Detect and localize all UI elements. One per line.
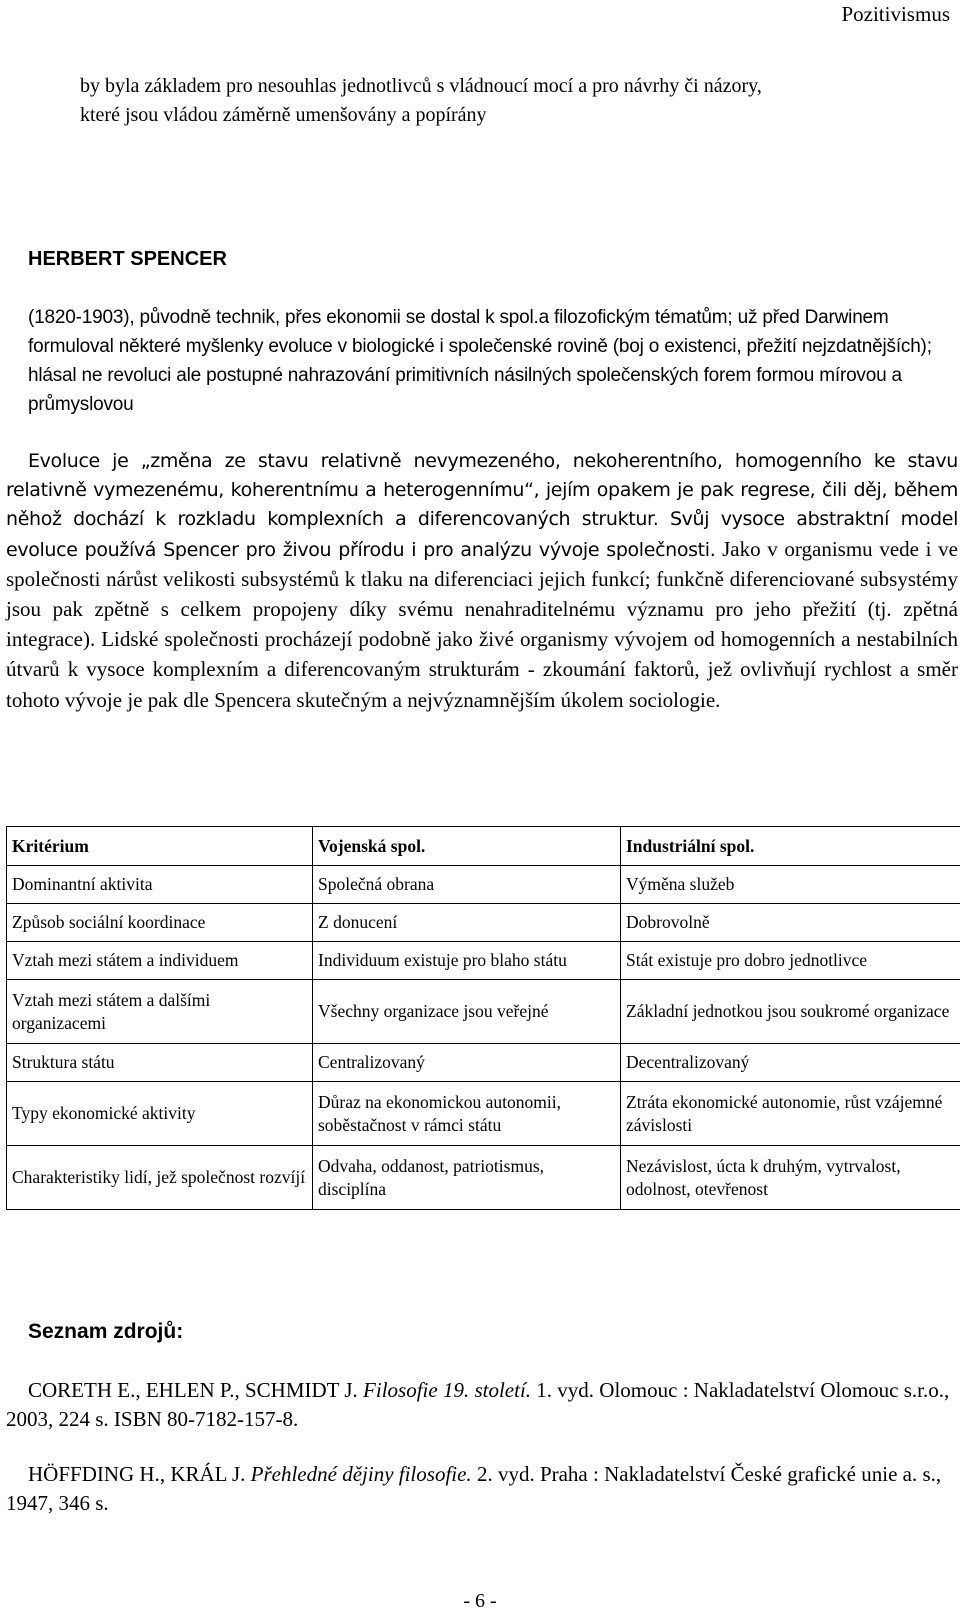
- table-row: [7, 980, 960, 1044]
- table-cell: Stát existuje pro dobro jednotlivce: [621, 942, 960, 980]
- table-cell: Dominantní aktivita: [7, 866, 313, 904]
- society-comparison-table: [6, 826, 960, 1210]
- evolution-paragraph: [6, 447, 958, 716]
- table-row: [7, 904, 960, 942]
- intro-paragraph: [80, 72, 940, 130]
- spencer-heading: HERBERT SPENCER: [28, 248, 227, 270]
- table-cell: Charakteristiky lidí, jež společnost rozvíjí: [7, 1146, 313, 1210]
- table-cell: Způsob sociální koordinace: [7, 904, 313, 942]
- table-cell: Z donucení: [313, 904, 621, 942]
- reference-title: Přehledné dějiny filosofie.: [250, 1462, 472, 1486]
- table-cell: Důraz na ekonomickou autonomii, soběstačnost v rámci státu: [313, 1082, 621, 1146]
- table-row: [7, 1082, 960, 1146]
- table-row: [7, 1146, 960, 1210]
- table-header-cell: Kritérium: [7, 827, 313, 866]
- table-cell: Individuum existuje pro blaho státu: [313, 942, 621, 980]
- header-title: Pozitivismus: [841, 2, 950, 26]
- table-header-cell: Industriální spol.: [621, 827, 960, 866]
- reference-authors: CORETH E., EHLEN P., SCHMIDT J.: [28, 1378, 364, 1402]
- table-cell: Základní jednotkou jsou soukromé organizace: [621, 980, 960, 1044]
- table-cell: Typy ekonomické aktivity: [7, 1082, 313, 1146]
- table-cell: Odvaha, oddanost, patriotismus, disciplína: [313, 1146, 621, 1210]
- reference-item: [6, 1376, 958, 1434]
- reference-details: 2. vyd. Praha : Nakladatelství České grafické unie a. s., 1947, 346 s.: [6, 1462, 942, 1515]
- page-number: - 6 -: [463, 1590, 497, 1612]
- reference-title: Filosofie 19. století.: [363, 1378, 532, 1402]
- evolution-text-serif: Jako v organismu vede i ve společnosti nárůst velikosti subsystémů k tlaku na diferenciaci jejich funkcí; funkčně diferenciované subsystémy jsou pak zpětně s celkem propojeny díky svému nenahraditelnému významu pro jeho přežití (tj. zpětná integrace). Lidské společnosti procházejí podobně jako živé organismy vývojem od homogenních a nestabilních útvarů k vysoce komplexním a diferencovaným strukturám - zkoumání faktorů, jež ovlivňují rychlost a směr tohoto vývoje je pak dle Spencera skutečným a nejvýznamnějším úkolem sociologie.: [6, 536, 958, 712]
- reference-details: 1. vyd. Olomouc : Nakladatelství Olomouc s.r.o., 2003, 224 s. ISBN 80-7182-157-8.: [6, 1378, 950, 1431]
- table-cell: Výměna služeb: [621, 866, 960, 904]
- table-cell: Struktura státu: [7, 1044, 313, 1082]
- sources-heading: Seznam zdrojů:: [28, 1320, 184, 1343]
- intro-line-1: by byla základem pro nesouhlas jednotlivců s vládnoucí mocí a pro návrhy či názory,: [80, 75, 762, 97]
- table-cell: Ztráta ekonomické autonomie, růst vzájemné závislosti: [621, 1082, 960, 1146]
- table-header-row: [7, 827, 960, 866]
- table-cell: Vztah mezi státem a dalšími organizacemi: [7, 980, 313, 1044]
- table-cell: Vztah mezi státem a individuem: [7, 942, 313, 980]
- table-row: [7, 942, 960, 980]
- table-cell: Decentralizovaný: [621, 1044, 960, 1082]
- intro-line-2: které jsou vládou záměrně umenšovány a popírány: [80, 104, 487, 126]
- table-row: [7, 1044, 960, 1082]
- table-cell: Dobrovolně: [621, 904, 960, 942]
- spencer-bio-paragraph: (1820-1903), původně technik, přes ekonomii se dostal k spol.a filozofickým tématům; už před Darwinem formuloval některé myšlenky evoluce v biologické i společenské rovině (boj o existenci, přežití nejzdatnějších); hlásal ne revoluci ale postupné nahrazování primitivních násilných společenských forem formou mírovou a průmyslovou: [28, 307, 932, 415]
- table-cell: Společná obrana: [313, 866, 621, 904]
- table-cell: Nezávislost, úcta k druhým, vytrvalost, odolnost, otevřenost: [621, 1146, 960, 1210]
- reference-item: [6, 1460, 958, 1518]
- table-row: [7, 866, 960, 904]
- reference-authors: HÖFFDING H., KRÁL J.: [28, 1462, 251, 1486]
- evolution-text-sans: Evoluce je „změna ze stavu relativně nevymezeného, nekoherentního, homogenního ke stavu relativně vymezenému, koherentnímu a heterogennímu“, jejím opakem je pak regrese, čili děj, během něhož dochází k rozkladu komplexních a diferencovaných struktur. Svůj vysoce abstraktní model evoluce používá Spencer pro živou přírodu i pro analýzu vývoje společnosti.: [6, 450, 958, 561]
- table-header-cell: Vojenská spol.: [313, 827, 621, 866]
- table-cell: Centralizovaný: [313, 1044, 621, 1082]
- table-cell: Všechny organizace jsou veřejné: [313, 980, 621, 1044]
